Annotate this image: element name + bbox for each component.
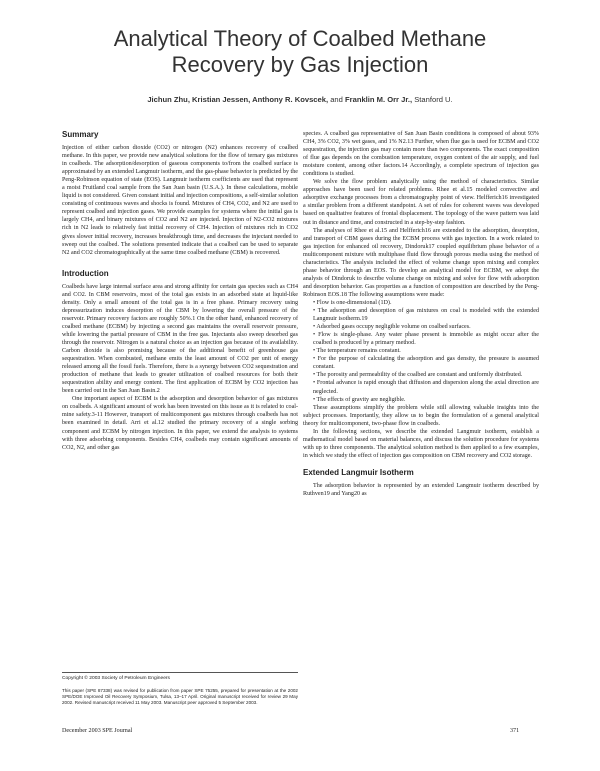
summary-heading: Summary bbox=[62, 130, 99, 139]
introduction-heading: Introduction bbox=[62, 268, 109, 278]
assumption-item: • The adsorption and desorption of gas mixtures on coal is modeled with the extended Langmuir isotherm.19 bbox=[313, 308, 539, 323]
body-paragraph-2: We solve the flow problem analytically using the method of characteristics. Similar approaches have been used for related problems. Rhee et al.15 modeled convective and adsorptive exchange processes from a chromatography point of view. Helfferich16 investigated a similar problem from a different standpoint. A set of rules for coherent waves was developed based on qualitative features of frontal displacement. The topology of the wave pattern was laid out in distance and time, and constructed in a step-by-step fashion. bbox=[303, 179, 539, 226]
title-line-2: Recovery by Gas Injection bbox=[171, 52, 429, 77]
paper-title bbox=[40, 26, 560, 78]
assumption-item: • For the purpose of calculating the adsorption and gas density, the pressure is assumed constant. bbox=[313, 356, 539, 371]
body-paragraph-1: species. A coalbed gas representative of San Juan Basin conditions is composed of about 93% CH4, 3% CO2, 3% wet gases, and 1% N2.13 Further, when flue gas is used for ECBM and CO2 sequestration, the injection gas may contain more than two components. The exact composition of flue gas depends on the combustion temperature, oxygen content of the air supply, and fuel moisture content, among other factors.14 Accordingly, a complete spectrum of injection gas conditions is studied. bbox=[303, 131, 539, 178]
page-number: 371 bbox=[510, 728, 520, 734]
assumption-item: • Adsorbed gases occupy negligible volume on coalbed surfaces. bbox=[313, 324, 471, 331]
journal-footer: December 2003 SPE Journal bbox=[62, 728, 133, 734]
intro-paragraph-2: One important aspect of ECBM is the adsorption and desorption behavior of gas mixtures on coalbeds. A significant amount of work has been invested on this issue as it is related to coal-mine safety.3-11 However, transport of multicomponent gas mixtures through coalbeds has not been examined in detail. Arri et al.12 studied the primary recovery of a single sorbing component and ECBM by nitrogen injection. In this paper, we extend the analysis to systems with three adsorbing components. Besides CH4, coalbeds may contain significant amounts of CO2, N2, and other gas bbox=[62, 396, 298, 451]
assumption-item: • The porosity and permeability of the coalbed are constant and uniformly distributed. bbox=[313, 372, 523, 379]
body-paragraph-5: In the following sections, we describe the extended Langmuir isotherm, establish a mathematical model based on material balances, and discuss the solution procedure for systems with up to three components. The analytical solution method is then applied to a few examples, in which we study the effect of injection gas composition on CBM recovery and CO2 storage. bbox=[303, 428, 539, 459]
body-paragraph-3: The analyses of Rhee et al.15 and Helfferich16 are extended to the adsorption, desorption, and transport of CBM gases during the ECBM process with gas injection. In a work related to gas injection for enhanced oil recovery, Dindoruk17 coupled equilibrium phase behavior of a multicomponent mixture with multiphase fluid flow through porous media using the method of characteristics. The analysis included the effect of volume change upon mixing and complex phase behavior through an EOS. To develop an analytical model for ECBM, we adopt the analysis of Dindoruk to describe volume change on mixing and solve for flow with adsorption and desorption behavior. Gas properties as a function of composition are described by the Peng-Robinson EOS.18 The following assumptions were made: bbox=[303, 227, 539, 298]
footnote-block bbox=[62, 672, 298, 706]
affiliation: Stanford U. bbox=[414, 95, 453, 104]
assumption-item: • Flow is one-dimensional (1D). bbox=[313, 299, 392, 306]
title-line-1: Analytical Theory of Coalbed Methane bbox=[113, 26, 487, 51]
assumption-item: • Frontal advance is rapid enough that diffusion and dispersion along the axial direction are neglected. bbox=[313, 380, 539, 395]
left-column bbox=[62, 130, 298, 452]
author-line bbox=[40, 95, 560, 104]
publication-note: This paper (SPE 87338) was revised for publication from paper SPE 75255, prepared for presentation at the 2002 SPE/DOE Improved Oil Recovery Symposium, Tulsa, 13–17 April. Original manuscript received for review 29 May 2002. Revised manuscript received 11 May 2003. Manuscript peer approved 5 September 2003. bbox=[62, 688, 298, 705]
assumption-item: • Flow is single-phase. Any water phase present is immobile as might occur after the coalbed is produced by a primary method. bbox=[313, 332, 539, 347]
assumption-item: • The temperature remains constant. bbox=[313, 348, 401, 355]
body-paragraph-4: These assumptions simplify the problem while still allowing valuable insights into the subject processes. Importantly, they allow us to begin the formulation of a general analytical theory for multicomponent, two-phase flow in coalbeds. bbox=[303, 404, 539, 427]
authors: Jichun Zhu, Kristian Jessen, Anthony R. Kovscek, bbox=[147, 95, 329, 104]
right-column bbox=[303, 130, 539, 498]
langmuir-heading: Extended Langmuir Isotherm bbox=[303, 467, 414, 477]
footnote-rule bbox=[62, 672, 298, 673]
authors-last: Franklin M. Orr Jr., bbox=[345, 95, 413, 104]
copyright-notice: Copyright © 2003 Society of Petroleum Engineers bbox=[62, 676, 170, 681]
assumption-item: • The effects of gravity are negligible. bbox=[313, 396, 406, 403]
summary-paragraph: Injection of either carbon dioxide (CO2) or nitrogen (N2) enhances recovery of coalbed methane. In this paper, we provide new analytical solutions for the flow of ternary gas mixtures in coalbeds. The adsorption/desorption of gaseous components to/from the coalbed surface is approximated by an extended Langmuir isotherm, and the gas-phase behavior is predicted by the Peng-Robinson equation of state (EOS). Langmuir isotherm coefficients are used that represent a moist Fruitland coal sample from the San Juan basin (U.S.A.). In these calculations, mobile liquid is not considered. Given constant initial and injection compositions, a self-similar solution consisting of continuous waves and shocks is found. Mixtures of CH4, CO2, and N2 are used to represent coalbed and injection gases. We provide examples for systems where the initial gas is largely CH4, and binary mixtures of CO2 and N2 are injected. Injection of N2-CO2 mixtures rich in N2 leads to relatively fast initial recovery of CH4. Injection of mixtures rich in CO2 gives slower initial recovery, increases breakthrough time, and decreases the injectant needed to sweep out the coalbed. The solutions presented indicate that a coalbed can be used to separate N2 and CO2 chromatographically at the same time coalbed methane (CBM) is recovered. bbox=[62, 145, 298, 256]
intro-paragraph-1: Coalbeds have large internal surface area and strong affinity for certain gas species such as CH4 and CO2. In CBM reservoirs, most of the total gas exists in an adsorbed state at liquid-like density. Only a small amount of the total gas is in a free phase. Primary recovery using depressurization induces desorption of the CBM by lowering the overall pressure of the reservoir. Primary recovery factors are roughly 50%.1 On the other hand, enhanced recovery of coalbed methane (ECBM) by injecting a second gas maintains the overall reservoir pressure, while lowering the partial pressure of CBM in the free gas. Injectants also sweep desorbed gas through the reservoir. Nitrogen is a natural choice as an injection gas because of its availability. Carbon dioxide is also promising because of the additional benefit of greenhouse gas sequestration. When combusted, methane emits the least amount of CO2 per unit of energy released among all the fossil fuels. Therefore, there is a synergy between CO2 sequestration and production of methane that leads to greater utilization of coalbed resources for both their sequestration ability and energy content. The first application of ECBM by CO2 injection has been carried out in the San Juan Basin.2 bbox=[62, 283, 298, 395]
authors-and: and bbox=[330, 95, 343, 104]
body-paragraph-6: The adsorption behavior is represented by an extended Langmuir isotherm described by Ruthven19 and Yang20 as bbox=[303, 482, 539, 497]
